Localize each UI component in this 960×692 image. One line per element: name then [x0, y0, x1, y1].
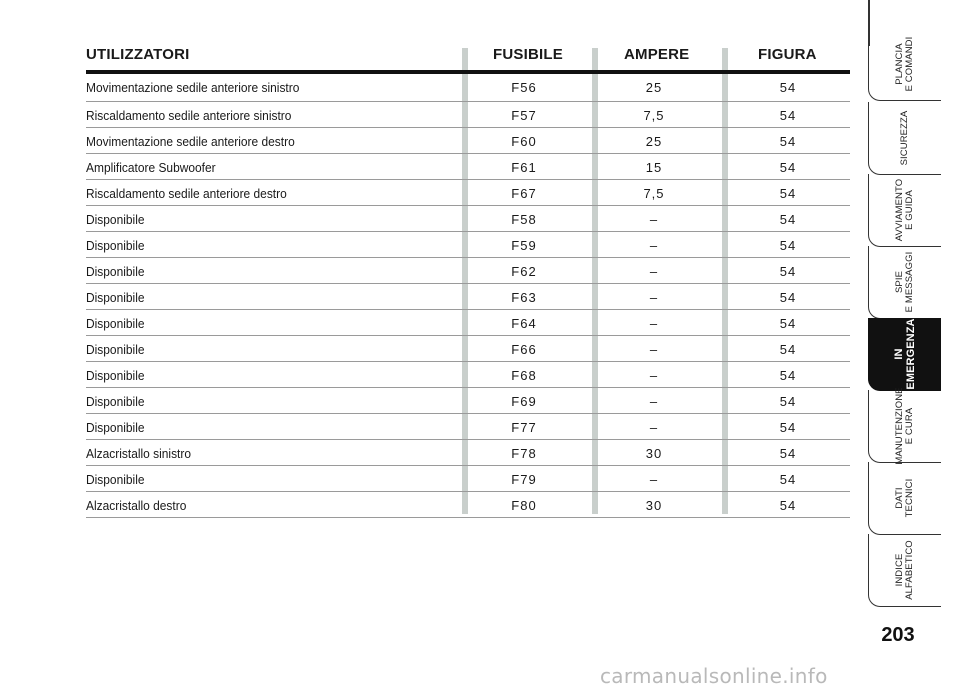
cell-utilizzatore: Disponibile — [86, 420, 145, 435]
cell-figura: 54 — [779, 498, 797, 513]
sidebar-tab-label-line1: IN — [893, 348, 905, 360]
cell-utilizzatore: Disponibile — [86, 472, 145, 487]
cell-ampere: – — [649, 420, 659, 435]
table-row — [86, 258, 850, 284]
cell-fusibile: F66 — [511, 342, 537, 357]
sidebar-tab-label-line2: E GUIDA — [904, 190, 915, 230]
table-row — [86, 466, 850, 492]
cell-ampere: – — [649, 342, 659, 357]
chapter-sidebar — [868, 18, 960, 638]
table-row — [86, 414, 850, 440]
table-row — [86, 440, 850, 466]
cell-fusibile: F68 — [511, 368, 537, 383]
sidebar-tab-label-line2: E MESSAGGI — [904, 251, 915, 313]
cell-figura: 54 — [779, 264, 797, 279]
page-number: 203 — [881, 624, 915, 646]
sidebar-tab-label-line2: E CURA — [904, 407, 915, 445]
cell-utilizzatore: Disponibile — [86, 290, 145, 305]
cell-figura: 54 — [779, 368, 797, 383]
cell-fusibile: F78 — [511, 446, 537, 461]
cell-utilizzatore: Movimentazione sedile anteriore sinistro — [86, 80, 300, 95]
sidebar-tab-label-line2: TECNICI — [904, 478, 915, 518]
cell-fusibile: F77 — [511, 420, 537, 435]
sidebar-tab-spie[interactable] — [868, 246, 941, 319]
cell-fusibile: F58 — [511, 212, 537, 227]
sidebar-tab-label-line2: E COMANDI — [904, 36, 915, 92]
sidebar-tab-sicurezza[interactable] — [868, 102, 941, 175]
cell-figura: 54 — [779, 394, 797, 409]
sidebar-tab-label — [895, 179, 915, 241]
cell-fusibile: F79 — [511, 472, 537, 487]
table-row — [86, 128, 850, 154]
cell-figura: 54 — [779, 134, 797, 149]
header-ampere: AMPERE — [624, 46, 690, 63]
cell-fusibile: F61 — [511, 160, 537, 175]
cell-ampere: – — [649, 472, 659, 487]
cell-ampere: – — [649, 368, 659, 383]
cell-utilizzatore: Disponibile — [86, 264, 145, 279]
sidebar-tab-manutenzione[interactable] — [868, 387, 941, 465]
sidebar-tab-dati[interactable] — [868, 462, 941, 535]
sidebar-tab-label — [893, 318, 917, 389]
cell-figura: 54 — [779, 108, 797, 123]
sidebar-tab-label-line2: EMERGENZA — [905, 318, 917, 390]
sidebar-tab-label-line1: PLANCIA — [894, 43, 905, 85]
cell-ampere: – — [649, 316, 659, 331]
cell-fusibile: F57 — [511, 108, 537, 123]
table-row — [86, 154, 850, 180]
table-row — [86, 206, 850, 232]
cell-figura: 54 — [779, 212, 797, 227]
header-utilizzatori: UTILIZZATORI — [86, 46, 190, 63]
cell-ampere: 30 — [645, 498, 663, 513]
table-row — [86, 102, 850, 128]
sidebar-tab-label-line1: DATI — [894, 487, 905, 509]
cell-fusibile: F63 — [511, 290, 537, 305]
cell-ampere: – — [649, 394, 659, 409]
cell-ampere: – — [649, 238, 659, 253]
cell-figura: 54 — [779, 80, 797, 95]
sidebar-tab-plancia[interactable] — [868, 28, 941, 101]
cell-figura: 54 — [779, 160, 797, 175]
sidebar-tab-label — [895, 387, 915, 464]
sidebar-tab-in[interactable] — [868, 318, 941, 391]
cell-utilizzatore: Alzacristallo destro — [86, 498, 187, 513]
table-row — [86, 74, 850, 102]
cell-utilizzatore: Disponibile — [86, 316, 145, 331]
sidebar-tab-label-line2: ALFABETICO — [904, 540, 915, 600]
sidebar-tab-label — [895, 540, 915, 600]
cell-figura: 54 — [779, 316, 797, 331]
cell-fusibile: F64 — [511, 316, 537, 331]
cell-utilizzatore: Disponibile — [86, 342, 145, 357]
cell-ampere: 7,5 — [643, 186, 665, 201]
header-figura: FIGURA — [758, 46, 817, 63]
cell-utilizzatore: Riscaldamento sedile anteriore destro — [86, 186, 287, 201]
cell-ampere: 25 — [645, 134, 663, 149]
cell-figura: 54 — [779, 420, 797, 435]
cell-figura: 54 — [779, 446, 797, 461]
table-row — [86, 492, 850, 518]
table-row — [86, 180, 850, 206]
table-row — [86, 232, 850, 258]
cell-fusibile: F67 — [511, 186, 537, 201]
cell-fusibile: F59 — [511, 238, 537, 253]
cell-utilizzatore: Disponibile — [86, 394, 145, 409]
sidebar-tab-avviamento[interactable] — [868, 174, 941, 247]
header-fusibile: FUSIBILE — [493, 46, 563, 63]
fuse-table — [86, 44, 850, 518]
table-row — [86, 284, 850, 310]
cell-ampere: 15 — [645, 160, 663, 175]
watermark: carmanualsonline.info — [600, 664, 828, 688]
table-row — [86, 362, 850, 388]
cell-figura: 54 — [779, 290, 797, 305]
sidebar-tab-label-line1: INDICE — [894, 553, 905, 587]
cell-figura: 54 — [779, 238, 797, 253]
cell-utilizzatore: Disponibile — [86, 212, 145, 227]
cell-utilizzatore: Movimentazione sedile anteriore destro — [86, 134, 295, 149]
cell-fusibile: F62 — [511, 264, 537, 279]
cell-fusibile: F80 — [511, 498, 537, 513]
cell-ampere: – — [649, 264, 659, 279]
sidebar-tab-label-line1: SPIE — [894, 270, 905, 294]
cell-ampere: 25 — [645, 80, 663, 95]
cell-ampere: 30 — [645, 446, 663, 461]
cell-utilizzatore: Alzacristallo sinistro — [86, 446, 192, 461]
table-row — [86, 336, 850, 362]
cell-fusibile: F60 — [511, 134, 537, 149]
sidebar-tab-label — [900, 111, 910, 166]
cell-ampere: – — [649, 212, 659, 227]
sidebar-tab-label-line1: AVVIAMENTO — [894, 178, 905, 242]
cell-fusibile: F69 — [511, 394, 537, 409]
sidebar-tab-label-line1: SICUREZZA — [899, 110, 910, 166]
sidebar-tab-label-line1: MANUTENZIONE — [894, 387, 905, 465]
sidebar-tab-indice[interactable] — [868, 534, 941, 607]
table-header — [86, 44, 850, 74]
table-row — [86, 388, 850, 414]
cell-fusibile: F56 — [511, 80, 537, 95]
sidebar-tab-label — [895, 252, 915, 313]
cell-utilizzatore: Riscaldamento sedile anteriore sinistro — [86, 108, 292, 123]
sidebar-tab-label — [895, 37, 915, 92]
cell-ampere: – — [649, 290, 659, 305]
cell-utilizzatore: Amplificatore Subwoofer — [86, 160, 216, 175]
cell-figura: 54 — [779, 186, 797, 201]
cell-utilizzatore: Disponibile — [86, 368, 145, 383]
cell-utilizzatore: Disponibile — [86, 238, 145, 253]
table-row — [86, 310, 850, 336]
sidebar-tab-label — [895, 479, 915, 518]
cell-figura: 54 — [779, 472, 797, 487]
cell-ampere: 7,5 — [643, 108, 665, 123]
cell-figura: 54 — [779, 342, 797, 357]
table-body — [86, 74, 850, 518]
